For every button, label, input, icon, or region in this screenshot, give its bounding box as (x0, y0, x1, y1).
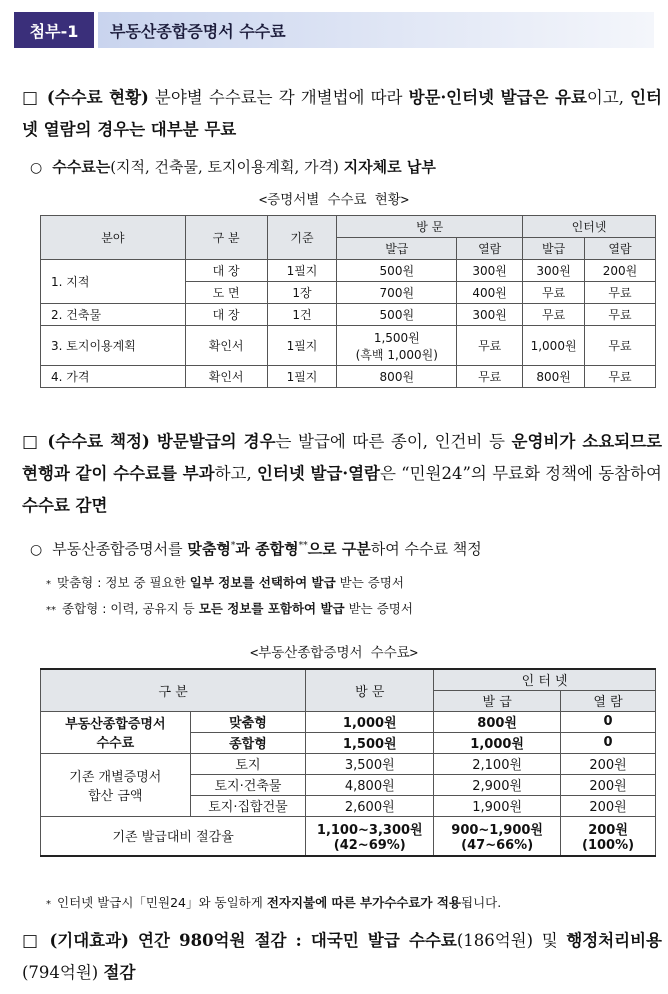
table2-caption: <부동산종합증명서 수수료> (250, 645, 418, 661)
bold-text: 지자체로 납부 (343, 158, 436, 176)
text: 는 발급에 따른 종이, 인건비 등 (275, 432, 512, 451)
header-visit-issue: 발급 (337, 238, 457, 260)
text: 종합형 : 이력, 공유지 등 (62, 601, 199, 616)
table-row-saving (41, 816, 656, 856)
value-line: 1,100~3,300원 (316, 822, 423, 838)
header-net-issue: 발급 (523, 238, 585, 260)
cell-visit-issue: 500원 (337, 304, 457, 326)
text: 맞춤형 : 정보 중 필요한 (57, 575, 190, 590)
cell-net-view: 200원 (585, 260, 656, 282)
header-visit-view: 열람 (457, 238, 523, 260)
bold-text: 인터넷 발급·열람 (256, 464, 380, 483)
cell-net-view: 무료 (585, 326, 656, 366)
cell-visit: 2,600원 (306, 795, 434, 816)
bold-text: 방문·인터넷 발급은 유료 (408, 88, 587, 107)
text: (지적, 건축물, 토지이용계획, 가격) (110, 158, 344, 176)
cell-unit: 1필지 (267, 326, 337, 366)
cell-visit-view: 400원 (457, 282, 523, 304)
bold-text: 방문발급의 경우 (149, 432, 276, 451)
cell-unit: 1건 (267, 304, 337, 326)
cell-visit (306, 816, 434, 856)
group-line: 합산 금액 (88, 788, 143, 804)
cell-view: 200원 (561, 753, 656, 774)
cell-net-view: 무료 (585, 366, 656, 388)
table-row (41, 260, 656, 282)
footnote-mark: * (230, 541, 236, 551)
text: 받는 증명서 (335, 575, 404, 590)
section-fee-status (22, 82, 662, 146)
header-internet: 인 터 넷 (434, 669, 656, 690)
header-net-view: 열람 (585, 238, 656, 260)
footnote-mark: ** (298, 541, 308, 551)
saving-label: 기존 발급대비 절감율 (41, 816, 306, 856)
cell-unit: 1필지 (267, 366, 337, 388)
cell-type: 대 장 (185, 260, 267, 282)
bold-text: 맞춤형 (187, 540, 231, 558)
cell-type: 대 장 (185, 304, 267, 326)
header-view: 열 람 (561, 690, 656, 711)
cell-field: 2. 건축물 (41, 304, 186, 326)
footnote-mark: * (46, 579, 51, 590)
table-row (41, 753, 656, 774)
cell-view: 200원 (561, 795, 656, 816)
cell-visit: 1,500원 (306, 732, 434, 753)
value-line: 900~1,900원 (451, 822, 543, 838)
cell-visit: 4,800원 (306, 774, 434, 795)
square-bullet: □ (22, 432, 40, 452)
group-label-existing (41, 753, 191, 816)
cell-field: 3. 토지이용계획 (41, 326, 186, 366)
note-comprehensive-type (46, 599, 661, 621)
value-line: (47~66%) (461, 837, 534, 853)
bold-text: 행정처리비용 (566, 931, 662, 950)
cell-type: 종합형 (190, 732, 306, 753)
cell-view: 200원 (561, 774, 656, 795)
note-surcharge (46, 893, 661, 915)
value-line: (42~69%) (333, 837, 406, 853)
cell-visit-issue: 700원 (337, 282, 457, 304)
cell-visit-issue: 800원 (337, 366, 457, 388)
header-unit: 기준 (267, 216, 337, 260)
cell-net-issue: 무료 (523, 282, 585, 304)
cell-field: 4. 가격 (41, 366, 186, 388)
section-label: (수수료 책정) (47, 432, 150, 451)
bold-text: 운영비가 소요되므로 현행과 같이 수수료를 부과 (22, 432, 663, 483)
table-row (41, 366, 656, 388)
circle-bullet: ○ (30, 542, 43, 558)
cell-issue: 800원 (434, 711, 561, 732)
bold-text: 연간 980억원 절감 : 대국민 발급 수수료 (128, 931, 457, 950)
bold-text: 전자지불에 따른 부가수수료가 적용 (266, 895, 461, 910)
certificate-fee-table (40, 668, 656, 857)
cell-unit: 1필지 (267, 260, 337, 282)
bold-text: 일부 정보를 선택하여 발급 (189, 575, 336, 590)
section-label: (기대효과) (49, 931, 129, 950)
text: (794억원) (22, 963, 104, 982)
cell-type: 도 면 (185, 282, 267, 304)
cell-issue: 2,100원 (434, 753, 561, 774)
cell-visit-view: 무료 (457, 366, 523, 388)
text: 은 “민원24”의 무료화 정책에 동참하여 (380, 464, 662, 483)
text: 하고, (214, 464, 257, 483)
cell-visit-view: 무료 (457, 326, 523, 366)
cell-unit: 1장 (267, 282, 337, 304)
value-line: (흑백 1,000원) (355, 347, 438, 362)
cell-type: 토지·집합건물 (190, 795, 306, 816)
cell-issue: 1,900원 (434, 795, 561, 816)
text: 인터넷 발급시「민원24」와 동일하게 (57, 895, 267, 910)
table1-caption: <증명서별 수수료 현황> (259, 192, 409, 208)
cell-visit-issue (337, 326, 457, 366)
text: 됩니다. (461, 895, 502, 910)
text: 받는 증명서 (344, 601, 413, 616)
subsection-fee-types (30, 533, 660, 563)
cell-net-issue: 1,000원 (523, 326, 585, 366)
cell-net-issue: 800원 (523, 366, 585, 388)
cell-net-issue: 무료 (523, 304, 585, 326)
group-label-new (41, 711, 191, 753)
value-line: 1,500원 (373, 330, 420, 345)
cell-type: 토지·건축물 (190, 774, 306, 795)
header-visit: 방 문 (337, 216, 523, 238)
bold-text: 수수료는 (52, 158, 111, 176)
bold-text: 절감 (103, 963, 136, 982)
section-expected-effect (22, 925, 662, 989)
cell-issue: 1,000원 (434, 732, 561, 753)
bold-text: 으로 구분 (307, 540, 371, 558)
header-issue: 발 급 (434, 690, 561, 711)
group-line: 수수료 (96, 736, 135, 751)
cell-net-view: 무료 (585, 282, 656, 304)
section-label: (수수료 현황) (46, 88, 149, 107)
header-visit: 방 문 (306, 669, 434, 711)
cell-net-issue: 300원 (523, 260, 585, 282)
cell-field: 1. 지적 (41, 260, 186, 304)
page-header (14, 12, 654, 48)
cell-issue: 2,900원 (434, 774, 561, 795)
table-row (41, 326, 656, 366)
cell-visit-issue: 500원 (337, 260, 457, 282)
square-bullet: □ (22, 931, 42, 951)
cell-visit: 1,000원 (306, 711, 434, 732)
cell-visit-view: 300원 (457, 260, 523, 282)
square-bullet: □ (22, 88, 39, 108)
footnote-mark: ** (46, 605, 56, 616)
cell-view (561, 816, 656, 856)
table-row (41, 304, 656, 326)
fee-status-table (40, 215, 656, 388)
note-custom-type (46, 573, 661, 595)
text: 부동산종합증명서를 (52, 540, 188, 558)
cell-issue (434, 816, 561, 856)
section-fee-setting (22, 426, 662, 522)
text: 이고, (586, 88, 631, 107)
circle-bullet: ○ (30, 160, 43, 176)
value-line: 200원 (588, 822, 628, 838)
cell-visit: 3,500원 (306, 753, 434, 774)
group-line: 기존 개별증명서 (69, 769, 162, 785)
group-line: 부동산종합증명서 (65, 717, 166, 732)
cell-view: 0 (561, 711, 656, 732)
bold-text: 과 종합형 (235, 540, 299, 558)
attachment-tag: 첨부-1 (14, 12, 94, 48)
footnote-mark: * (46, 899, 51, 910)
text: 하여 수수료 책정 (370, 540, 482, 558)
header-type: 구 분 (185, 216, 267, 260)
cell-view: 0 (561, 732, 656, 753)
cell-type: 토지 (190, 753, 306, 774)
page-title: 부동산종합증명서 수수료 (98, 12, 654, 48)
bold-text: 수수료 감면 (22, 496, 108, 515)
cell-visit-view: 300원 (457, 304, 523, 326)
header-field: 분야 (41, 216, 186, 260)
bold-text: 모든 정보를 포함하여 발급 (198, 601, 345, 616)
value-line: (100%) (582, 837, 635, 853)
text: (186억원) 및 (456, 931, 567, 950)
cell-type: 확인서 (185, 326, 267, 366)
table-row (41, 711, 656, 732)
header-internet: 인터넷 (523, 216, 656, 238)
bold-text: 인터넷 열람의 경우는 대부분 무료 (22, 88, 662, 139)
cell-net-view: 무료 (585, 304, 656, 326)
cell-type: 맞춤형 (190, 711, 306, 732)
subsection-fee-payment (30, 154, 660, 181)
text: 분야별 수수료는 각 개별법에 따라 (148, 88, 409, 107)
header-type: 구 분 (41, 669, 306, 711)
cell-type: 확인서 (185, 366, 267, 388)
